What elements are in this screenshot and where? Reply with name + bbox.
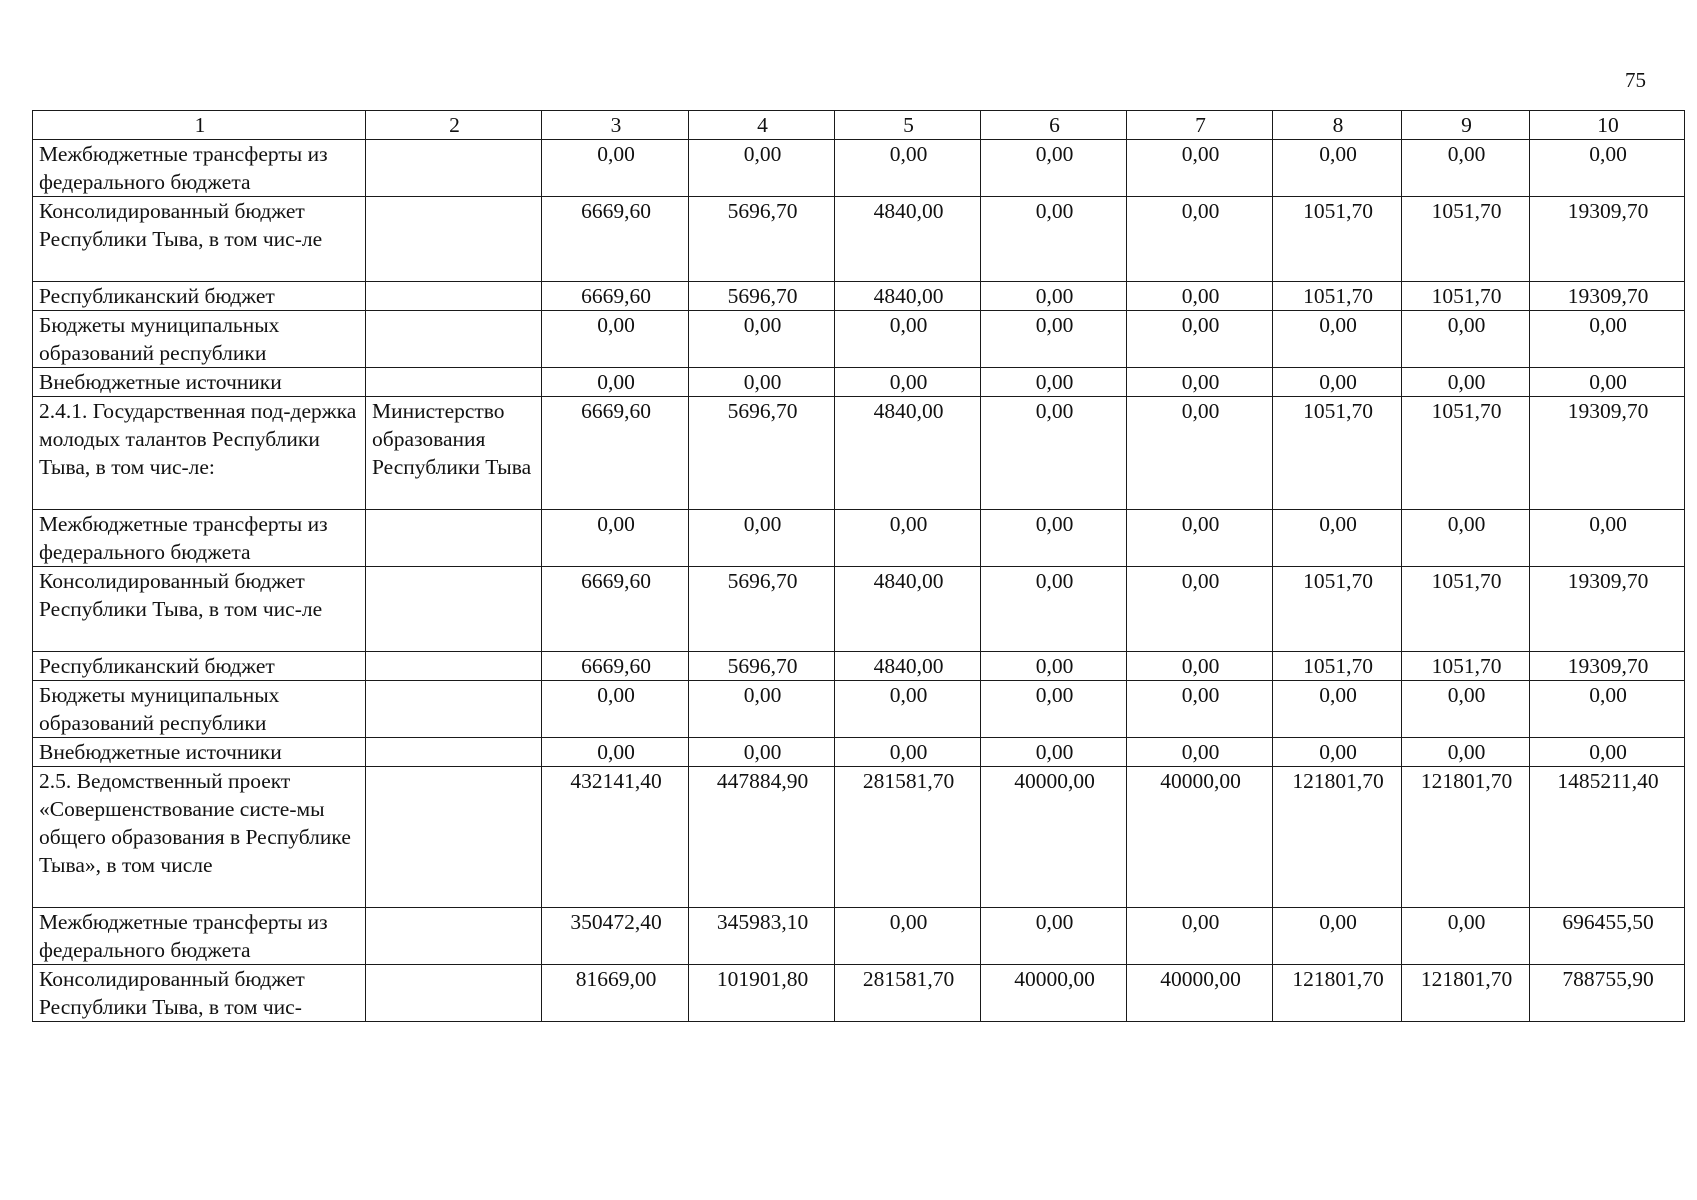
row-value: 0,00 [1273,140,1402,197]
row-value: 4840,00 [835,652,981,681]
row-value: 0,00 [1273,908,1402,965]
page-number: 75 [1625,68,1646,92]
row-value: 0,00 [1127,681,1273,738]
column-header: 9 [1402,111,1530,140]
column-header: 5 [835,111,981,140]
table-row [33,908,1685,965]
row-executor [366,567,542,652]
row-total: 0,00 [1530,510,1685,567]
row-value: 0,00 [1127,908,1273,965]
row-value: 1051,70 [1273,652,1402,681]
row-value: 0,00 [981,368,1127,397]
row-name: Консолидированный бюджет Республики Тыва, в том чис- [33,965,366,1022]
row-executor [366,311,542,368]
row-value: 0,00 [1402,311,1530,368]
row-total: 0,00 [1530,368,1685,397]
row-value: 6669,60 [542,567,689,652]
table-row [33,282,1685,311]
row-value: 6669,60 [542,282,689,311]
row-value: 1051,70 [1273,397,1402,510]
row-value: 4840,00 [835,197,981,282]
row-value: 0,00 [542,311,689,368]
row-executor [366,965,542,1022]
row-value: 0,00 [1127,197,1273,282]
row-total: 788755,90 [1530,965,1685,1022]
table-row [33,965,1685,1022]
row-value: 81669,00 [542,965,689,1022]
row-value: 0,00 [1402,140,1530,197]
row-value: 0,00 [1127,567,1273,652]
row-value: 0,00 [1127,397,1273,510]
column-header: 4 [689,111,835,140]
row-name: Внебюджетные источники [33,368,366,397]
row-value: 0,00 [1402,738,1530,767]
row-executor [366,767,542,908]
row-value: 121801,70 [1273,965,1402,1022]
row-value: 1051,70 [1273,197,1402,282]
column-header: 8 [1273,111,1402,140]
row-total: 19309,70 [1530,282,1685,311]
row-value: 447884,90 [689,767,835,908]
table-row [33,567,1685,652]
row-value: 0,00 [689,510,835,567]
row-value: 432141,40 [542,767,689,908]
row-value: 0,00 [981,282,1127,311]
column-number-row [33,111,1685,140]
row-value: 0,00 [689,140,835,197]
row-value: 0,00 [542,368,689,397]
row-value: 0,00 [1127,311,1273,368]
row-value: 0,00 [1273,510,1402,567]
row-value: 0,00 [1273,681,1402,738]
row-value: 0,00 [981,567,1127,652]
row-value: 0,00 [1273,368,1402,397]
row-value: 0,00 [689,738,835,767]
row-name: Республиканский бюджет [33,282,366,311]
row-value: 350472,40 [542,908,689,965]
row-value: 5696,70 [689,397,835,510]
row-value: 6669,60 [542,397,689,510]
row-name: Межбюджетные трансферты из федерального бюджета [33,510,366,567]
column-header: 3 [542,111,689,140]
row-value: 5696,70 [689,567,835,652]
row-value: 0,00 [981,681,1127,738]
row-value: 0,00 [1127,282,1273,311]
row-value: 6669,60 [542,197,689,282]
row-value: 5696,70 [689,197,835,282]
row-value: 0,00 [981,738,1127,767]
row-total: 0,00 [1530,681,1685,738]
budget-table [32,110,1685,1022]
table-row [33,510,1685,567]
table-row [33,681,1685,738]
row-value: 5696,70 [689,652,835,681]
row-executor [366,681,542,738]
row-executor [366,908,542,965]
row-name: Бюджеты муниципальных образований республики [33,311,366,368]
row-total: 19309,70 [1530,567,1685,652]
row-name: 2.5. Ведомственный проект «Совершенствование систе-мы общего образования в Республике Тыва», в том числе [33,767,366,908]
row-value: 0,00 [835,510,981,567]
row-value: 0,00 [981,510,1127,567]
table-row [33,652,1685,681]
row-name: Консолидированный бюджет Республики Тыва, в том чис-ле [33,567,366,652]
row-name: Бюджеты муниципальных образований республики [33,681,366,738]
row-value: 0,00 [835,140,981,197]
row-total: 0,00 [1530,311,1685,368]
row-value: 0,00 [542,681,689,738]
row-value: 1051,70 [1402,197,1530,282]
row-value: 0,00 [835,311,981,368]
row-value: 0,00 [1127,652,1273,681]
column-header: 7 [1127,111,1273,140]
row-value: 0,00 [1402,510,1530,567]
row-value: 0,00 [981,397,1127,510]
row-value: 40000,00 [981,965,1127,1022]
row-name: Межбюджетные трансферты из федерального бюджета [33,908,366,965]
row-value: 0,00 [1273,738,1402,767]
row-executor [366,197,542,282]
row-total: 1485211,40 [1530,767,1685,908]
row-value: 40000,00 [1127,965,1273,1022]
row-value: 0,00 [1402,681,1530,738]
row-value: 0,00 [542,140,689,197]
row-value: 0,00 [689,368,835,397]
row-value: 0,00 [981,652,1127,681]
table-row [33,738,1685,767]
row-value: 1051,70 [1273,567,1402,652]
row-name: Межбюджетные трансферты из федерального бюджета [33,140,366,197]
row-value: 281581,70 [835,767,981,908]
row-executor [366,738,542,767]
row-value: 281581,70 [835,965,981,1022]
row-value: 0,00 [981,140,1127,197]
column-header: 6 [981,111,1127,140]
row-total: 696455,50 [1530,908,1685,965]
row-value: 6669,60 [542,652,689,681]
row-value: 0,00 [981,311,1127,368]
row-value: 0,00 [981,908,1127,965]
row-value: 121801,70 [1402,965,1530,1022]
row-value: 0,00 [835,908,981,965]
row-value: 0,00 [689,681,835,738]
row-name: Внебюджетные источники [33,738,366,767]
row-executor [366,368,542,397]
row-name: 2.4.1. Государственная под-держка молодых талантов Республики Тыва, в том чис-ле: [33,397,366,510]
table-row [33,767,1685,908]
row-value: 0,00 [1127,510,1273,567]
row-value: 0,00 [542,510,689,567]
column-header: 1 [33,111,366,140]
row-value: 5696,70 [689,282,835,311]
row-total: 19309,70 [1530,397,1685,510]
row-executor: Министерство образования Республики Тыва [366,397,542,510]
row-value: 0,00 [1402,908,1530,965]
row-value: 0,00 [835,368,981,397]
table-row [33,311,1685,368]
row-value: 121801,70 [1273,767,1402,908]
table-row [33,197,1685,282]
row-executor [366,282,542,311]
row-value: 0,00 [1402,368,1530,397]
row-value: 1051,70 [1402,567,1530,652]
row-value: 0,00 [1127,368,1273,397]
row-value: 1051,70 [1402,652,1530,681]
row-executor [366,140,542,197]
row-value: 40000,00 [1127,767,1273,908]
row-value: 4840,00 [835,397,981,510]
row-value: 0,00 [835,738,981,767]
table-row [33,140,1685,197]
row-value: 0,00 [689,311,835,368]
row-value: 0,00 [835,681,981,738]
column-header: 2 [366,111,542,140]
row-executor [366,652,542,681]
row-total: 0,00 [1530,738,1685,767]
table-row [33,397,1685,510]
row-value: 345983,10 [689,908,835,965]
row-value: 0,00 [1127,140,1273,197]
row-total: 19309,70 [1530,652,1685,681]
column-header: 10 [1530,111,1685,140]
row-total: 0,00 [1530,140,1685,197]
row-name: Республиканский бюджет [33,652,366,681]
row-value: 1051,70 [1273,282,1402,311]
row-value: 1051,70 [1402,282,1530,311]
row-value: 0,00 [1127,738,1273,767]
row-value: 4840,00 [835,567,981,652]
row-value: 4840,00 [835,282,981,311]
table-row [33,368,1685,397]
row-value: 0,00 [981,197,1127,282]
row-value: 0,00 [542,738,689,767]
row-value: 101901,80 [689,965,835,1022]
row-name: Консолидированный бюджет Республики Тыва, в том чис-ле [33,197,366,282]
row-value: 121801,70 [1402,767,1530,908]
row-value: 1051,70 [1402,397,1530,510]
row-executor [366,510,542,567]
row-total: 19309,70 [1530,197,1685,282]
row-value: 40000,00 [981,767,1127,908]
row-value: 0,00 [1273,311,1402,368]
